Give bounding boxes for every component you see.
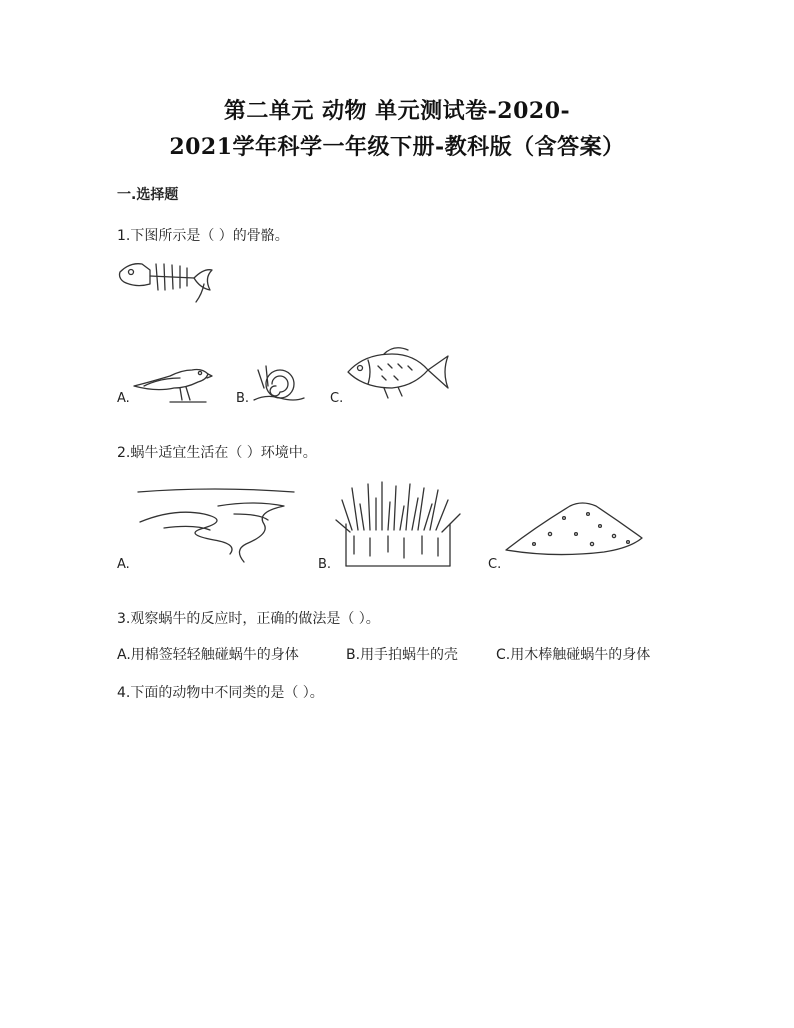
soil-mound-image: [504, 498, 644, 558]
q3-option-b: [346, 644, 458, 664]
q3-option-c-text: 用木棒触碰蜗牛的身体: [510, 647, 651, 663]
q2-option-b-label: B.: [318, 557, 332, 572]
water-stream-image: [134, 484, 296, 566]
question-1-text: 1.下图所示是（ ）的骨骼。: [117, 228, 289, 244]
q3-option-b-text: 用手拍蜗牛的壳: [360, 647, 459, 663]
q1-option-a-label: A.: [117, 391, 130, 406]
q1-option-c-label: C.: [330, 391, 344, 406]
q2-option-a-label: A.: [117, 557, 130, 572]
fish-image: [344, 342, 450, 404]
q3-option-c: [496, 644, 650, 664]
q2-option-c-label: C.: [488, 557, 502, 572]
q1-option-b-label: B.: [236, 391, 250, 406]
q3-option-c-label: C.: [496, 647, 511, 663]
bird-image: [130, 352, 212, 406]
q3-option-a-text: 用棉签轻轻触碰蜗牛的身体: [130, 647, 299, 663]
question-3-text: 3.观察蜗牛的反应时，正确的做法是（ ）。: [117, 611, 380, 627]
snail-image: [250, 358, 306, 404]
fish-skeleton-image: [116, 254, 216, 314]
q3-option-a-label: A.: [117, 647, 131, 663]
q3-option-a: [117, 644, 299, 664]
q3-option-b-label: B.: [346, 647, 361, 663]
grass-image: [330, 480, 466, 570]
question-4-text: 4.下面的动物中不同类的是（ ）。: [117, 685, 324, 701]
document-title-line1: 第二单元 动物 单元测试卷-2020-: [223, 98, 571, 124]
question-2-text: 2.蜗牛适宜生活在（ ）环境中。: [117, 445, 317, 461]
document-title-line2: 2021学年科学一年级下册-教科版（含答案）: [169, 134, 625, 160]
section-heading: 一.选择题: [117, 187, 179, 203]
